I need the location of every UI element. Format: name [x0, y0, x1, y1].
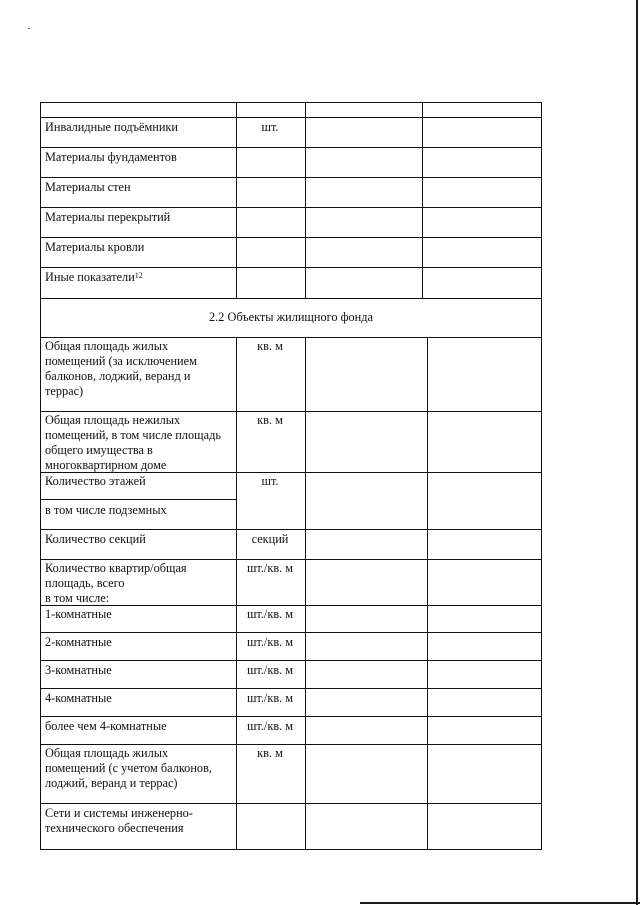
label-line: Количество секций — [45, 532, 146, 546]
label-line: Общая площадь жилых — [45, 746, 169, 760]
scan-edge-right — [636, 0, 638, 905]
unit-cell: кв. м — [257, 746, 283, 760]
unit-cell: шт./кв. м — [246, 561, 294, 575]
row-label — [45, 474, 146, 489]
table-rule — [40, 237, 542, 238]
table-rule — [40, 744, 542, 745]
unit-cell: кв. м — [257, 413, 283, 427]
table-rule — [40, 117, 542, 118]
row-label — [45, 746, 212, 791]
unit-cell: шт./кв. м — [246, 635, 294, 649]
table-rule — [305, 102, 306, 298]
row-label — [45, 270, 143, 285]
label-line: 4-комнатные — [45, 691, 112, 705]
label-line: лоджий, веранд и террас) — [45, 776, 178, 790]
label-line: 1-комнатные — [45, 607, 112, 621]
row-label — [45, 691, 112, 706]
label-line: Общая площадь нежилых — [45, 413, 181, 427]
table-rule — [40, 177, 542, 178]
row-label — [45, 607, 112, 622]
scan-edge-bottom — [360, 902, 640, 904]
table-rule — [40, 849, 542, 850]
table-rule — [40, 267, 542, 268]
row-label — [45, 561, 187, 606]
label-line: Количество этажей — [45, 474, 146, 488]
unit-cell: шт./кв. м — [246, 663, 294, 677]
table-rule — [305, 337, 306, 850]
row-label-text: Иные показатели — [45, 270, 135, 284]
table-rule — [40, 803, 542, 804]
row-label: Материалы перекрытий — [45, 210, 171, 224]
table-rule — [541, 102, 542, 850]
label-line: более чем 4-комнатные — [45, 719, 167, 733]
table-rule — [40, 102, 542, 103]
label-line: Сети и системы инженерно- — [45, 806, 193, 820]
table-rule — [40, 298, 542, 299]
unit-cell: шт./кв. м — [246, 607, 294, 621]
row-label — [45, 532, 146, 547]
label-line: помещений, в том числе площадь — [45, 428, 221, 442]
table-rule — [422, 102, 423, 298]
row-label — [45, 806, 193, 836]
row-label — [45, 413, 221, 473]
table-rule — [40, 411, 542, 412]
table-rule — [40, 102, 41, 850]
row-label — [45, 719, 167, 734]
label-line: помещений (за исключением — [45, 354, 197, 368]
table-rule — [40, 499, 236, 500]
scan-speck — [28, 28, 30, 29]
table-rule — [40, 632, 542, 633]
label-line: Количество квартир/общая — [45, 561, 187, 575]
table-rule — [427, 337, 428, 850]
row-label — [45, 663, 112, 678]
label-line: площадь, всего — [45, 576, 125, 590]
table-rule — [40, 559, 542, 560]
label-line: общего имущества в — [45, 443, 153, 457]
label-line: помещений (с учетом балконов, — [45, 761, 212, 775]
table-rule — [40, 337, 542, 338]
label-line: 3-комнатные — [45, 663, 112, 677]
section-title: 2.2 Объекты жилищного фонда — [209, 310, 373, 324]
footnote-ref: 12 — [134, 271, 143, 280]
label-line: в том числе: — [45, 591, 110, 605]
unit-cell: шт./кв. м — [246, 719, 294, 733]
table-rule — [40, 716, 542, 717]
label-line: в том числе подземных — [45, 503, 167, 517]
row-label: Материалы кровли — [45, 240, 145, 254]
label-line: террас) — [45, 384, 84, 398]
row-label — [45, 635, 112, 650]
table-rule — [40, 147, 542, 148]
unit-cell: секций — [251, 532, 289, 546]
unit-cell: шт. — [261, 474, 279, 488]
unit-cell: шт./кв. м — [246, 691, 294, 705]
label-line: технического обеспечения — [45, 821, 184, 835]
row-label: Инвалидные подъёмники — [45, 120, 178, 134]
row-label — [45, 339, 197, 399]
table-rule — [40, 529, 542, 530]
table-rule — [40, 207, 542, 208]
table-rule — [40, 688, 542, 689]
unit-cell: кв. м — [257, 339, 283, 353]
row-label: Материалы стен — [45, 180, 131, 194]
unit-cell: шт. — [261, 120, 279, 134]
row-label — [45, 503, 167, 518]
label-line: балконов, лоджий, веранд и — [45, 369, 191, 383]
characteristics-table — [40, 102, 542, 850]
label-line: многоквартирном доме — [45, 458, 167, 472]
row-label: Материалы фундаментов — [45, 150, 177, 164]
label-line: 2-комнатные — [45, 635, 112, 649]
table-rule — [40, 660, 542, 661]
label-line: Общая площадь жилых — [45, 339, 169, 353]
